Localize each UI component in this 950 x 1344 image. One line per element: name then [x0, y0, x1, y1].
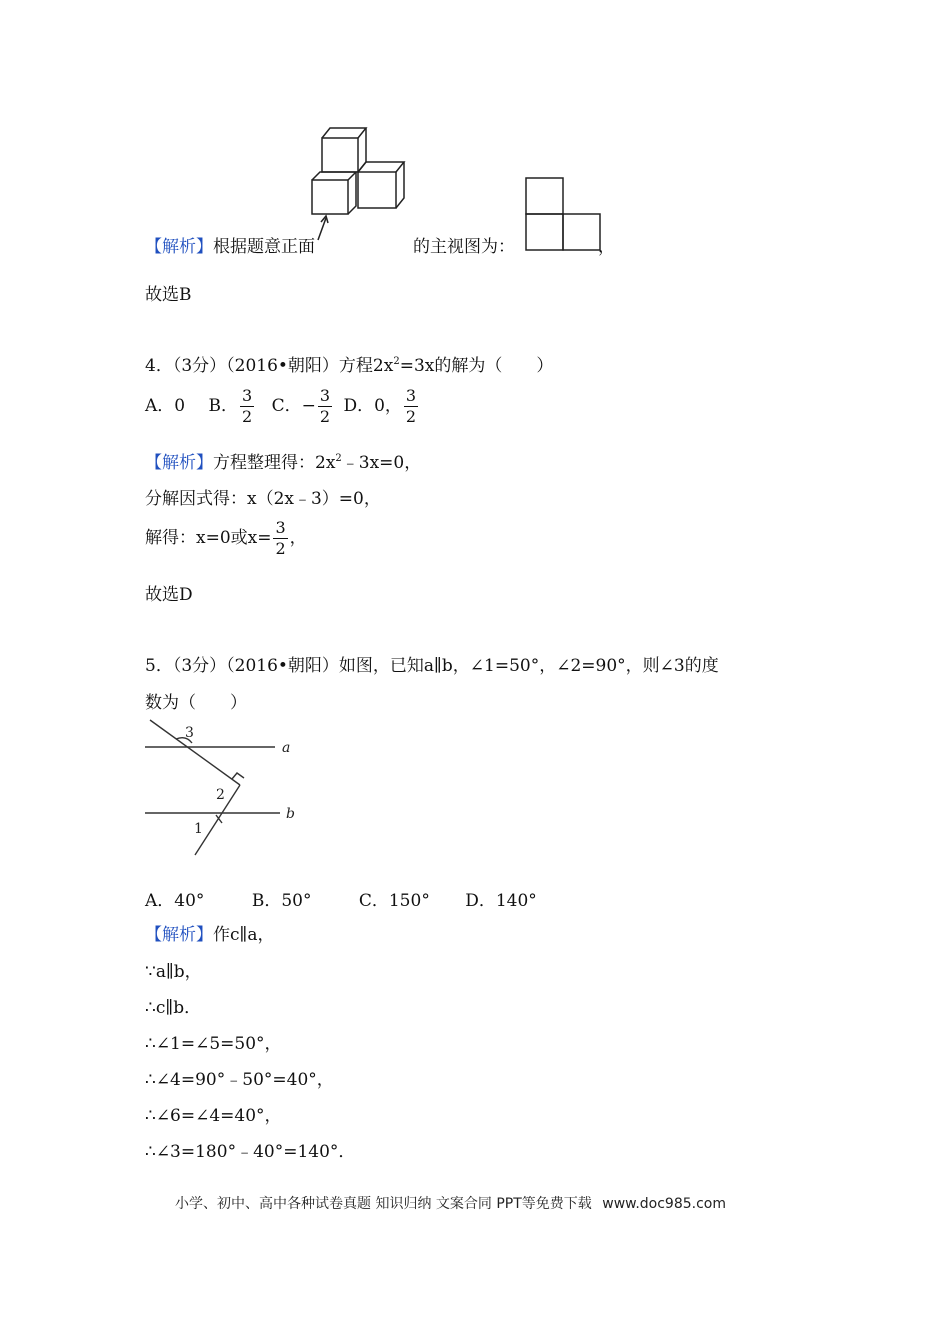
option-c: C． [271, 396, 302, 416]
q3-analysis-continued: 的主视图为： [413, 237, 515, 257]
q5-stem-line1: 5．（3分）（2016•朝阳）如图，已知a∥b，∠1=50°，∠2=90°，则∠3的度 [145, 656, 719, 676]
q4-analysis-line2: 分解因式得：x（2x﹣3）=0， [145, 489, 381, 509]
front-label: 正面 [281, 237, 315, 257]
front-view-figure [524, 176, 604, 252]
angle-1-label: 1 [194, 821, 203, 837]
fraction: $\frac{3}{2}$ [242, 386, 253, 426]
q5-options [145, 886, 537, 911]
angle-3-label: 3 [185, 725, 194, 741]
q5-step: ∵a∥b， [145, 962, 202, 982]
q4-stem: 4．（3分）（2016•朝阳）方程$2x^2=3x$的解为（ ） [145, 356, 554, 376]
minus-sign: − [301, 396, 316, 416]
q5-step: ∴∠3=180°﹣40°=140°． [145, 1142, 356, 1162]
analysis-tag: 【解析】 [145, 453, 213, 473]
fraction: $\frac{3}{2}$ [275, 518, 286, 558]
angle-2-label: 2 [216, 787, 225, 803]
option-c: C．150° [358, 891, 430, 911]
q5-step: ∴c∥b． [145, 998, 202, 1018]
q3-conclusion: 故选B [145, 285, 192, 305]
footer-site-link[interactable]: www.doc985.com [602, 1196, 726, 1212]
option-a: A．0 [145, 396, 186, 416]
q4-options [145, 388, 420, 425]
option-d: D．0， [343, 396, 402, 416]
page-footer [175, 1193, 726, 1213]
fraction: $\frac{3}{2}$ [405, 386, 417, 426]
q5-step: ∴∠6=∠4=40°， [145, 1106, 282, 1126]
comma: ， [598, 237, 615, 257]
q5-step: ∴∠4=90°﹣50°=40°， [145, 1070, 334, 1090]
analysis-text: 根据题意 [213, 237, 281, 257]
q4-conclusion: 故选D [145, 585, 193, 605]
q4-analysis-line3: 解得：x=0或x= $\frac{3}{2}$ ， [145, 518, 307, 558]
q3-analysis-line [145, 232, 315, 257]
parallel-lines-figure [140, 715, 305, 860]
analysis-tag: 【解析】 [145, 925, 213, 945]
footer-text: 小学、初中、高中各种试卷真题 知识归纳 文案合同 PPT等免费下载 [175, 1196, 592, 1212]
line-a-label: a [282, 740, 291, 756]
cubes-3d-figure [300, 120, 415, 250]
fraction: $\frac{3}{2}$ [319, 386, 331, 426]
option-a: A．40° [145, 891, 205, 911]
q5-analysis-line1: 【解析】作c∥a， [145, 925, 275, 945]
q5-step: ∴∠1=∠5=50°， [145, 1034, 282, 1054]
q5-stem-line2: 数为（ ） [145, 693, 247, 713]
analysis-tag: 【解析】 [145, 237, 213, 257]
q4-analysis-line1: 【解析】方程整理得：$2x^2﹣3x=0$， [145, 453, 422, 473]
line-b-label: b [286, 806, 295, 822]
option-d: D．140° [465, 891, 537, 911]
option-b: B． [208, 396, 238, 416]
option-b: B．50° [251, 891, 312, 911]
